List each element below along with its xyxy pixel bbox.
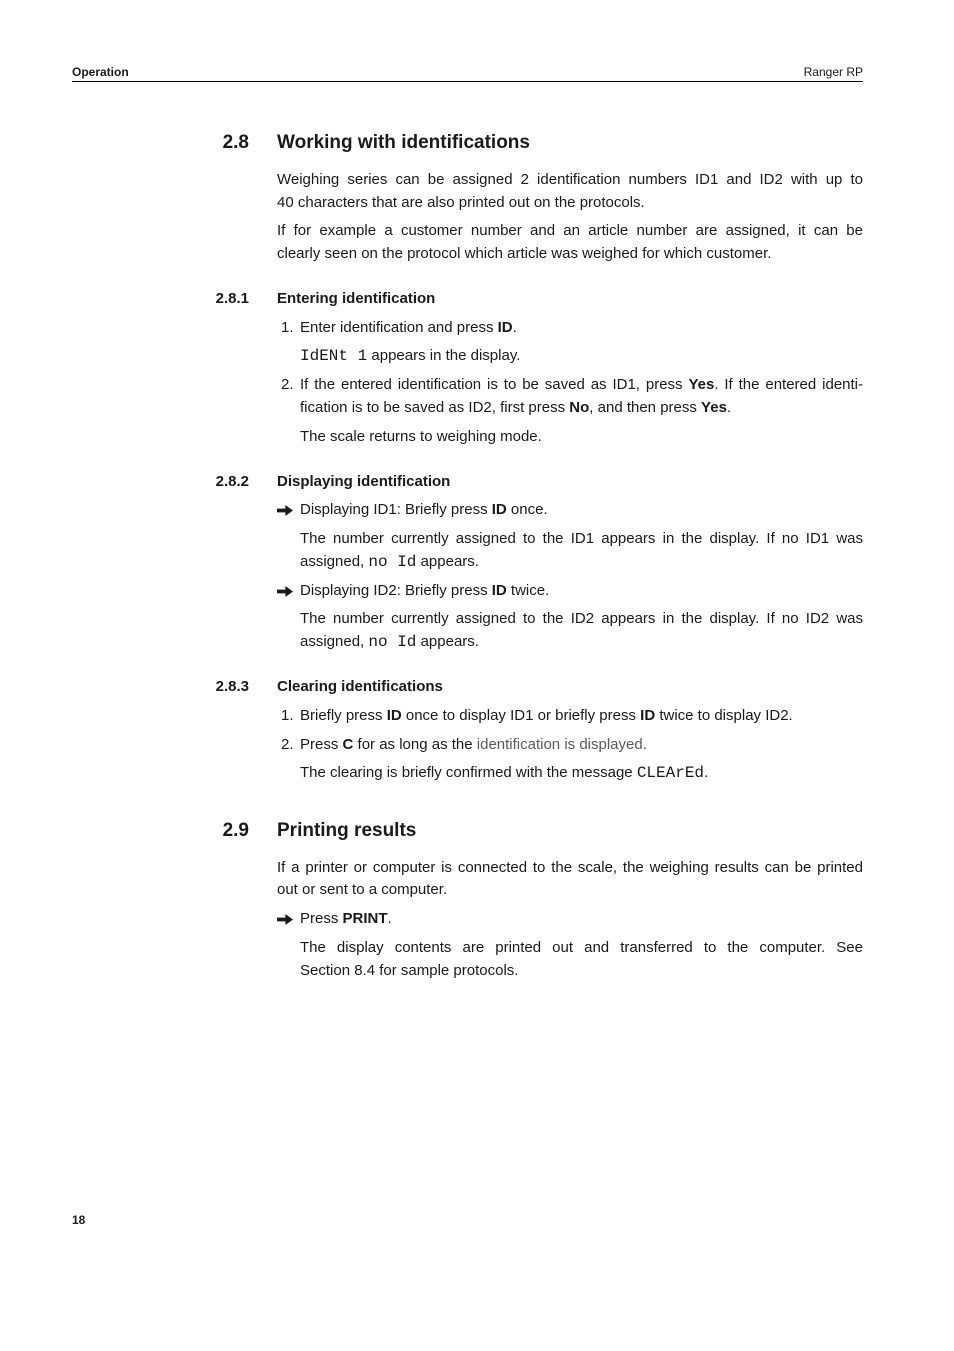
display-message: CLEArEd bbox=[636, 764, 705, 782]
arrow-right-icon bbox=[277, 914, 293, 925]
step-result: The scale returns to weighing mode. bbox=[300, 428, 542, 445]
text-run: identification is displayed. bbox=[476, 736, 647, 753]
text-run: Displaying ID1: Briefly press bbox=[300, 501, 492, 518]
text-run: appears. bbox=[416, 633, 479, 650]
text-run: Displaying ID2: Briefly press bbox=[300, 582, 492, 599]
text-run: for as long as the bbox=[353, 736, 477, 753]
key-label: ID bbox=[491, 582, 507, 599]
text-run: assigned, bbox=[300, 633, 369, 650]
section-number: 2.8 bbox=[222, 132, 249, 153]
text-run: . bbox=[512, 319, 517, 336]
arrow-right-icon bbox=[277, 586, 293, 597]
action-result: The number currently assigned to the ID2 appears in the display. If no ID2 was bbox=[300, 610, 863, 627]
text-run: appears. bbox=[416, 553, 479, 570]
key-label: Yes bbox=[701, 399, 727, 416]
running-header-chapter: Operation bbox=[72, 65, 129, 79]
paragraph-line: clearly seen on the protocol which article was weighed for which customer. bbox=[277, 245, 772, 262]
paragraph-line: Weighing series can be assigned 2 identification numbers ID1 and ID2 with up to bbox=[277, 171, 863, 188]
text-run: Press bbox=[300, 736, 343, 753]
text-run: , and then press bbox=[589, 399, 702, 416]
step-text bbox=[300, 733, 863, 756]
key-label: PRINT bbox=[342, 910, 388, 927]
step-number: 1. bbox=[281, 319, 294, 336]
text-run: fication is to be saved as ID2, first press bbox=[300, 399, 570, 416]
text-run: assigned, bbox=[300, 553, 369, 570]
text-run: once. bbox=[506, 501, 548, 518]
action-result: The display contents are printed out and transferred to the computer. See bbox=[300, 939, 863, 956]
key-label: No bbox=[569, 399, 590, 416]
step-text bbox=[300, 373, 863, 396]
text-run: once to display ID1 or briefly press bbox=[401, 707, 641, 724]
text-run: Briefly press bbox=[300, 707, 387, 724]
text-run: The clearing is briefly confirmed with the message bbox=[300, 764, 637, 781]
subsection-number: 2.8.1 bbox=[215, 290, 249, 307]
action-result bbox=[300, 630, 863, 653]
action-text bbox=[300, 498, 863, 521]
step-result bbox=[300, 344, 863, 367]
paragraph-line: If for example a customer number and an article number are assigned, it can be bbox=[277, 222, 863, 239]
key-label: C bbox=[342, 736, 354, 753]
subsection-number: 2.8.2 bbox=[215, 473, 249, 490]
subsection-title: Entering identification bbox=[277, 290, 436, 307]
page-number: 18 bbox=[72, 1213, 86, 1227]
step-text bbox=[300, 316, 863, 339]
step-number: 1. bbox=[281, 707, 294, 724]
text-run: . bbox=[704, 764, 709, 781]
step-number: 2. bbox=[281, 736, 294, 753]
text-run: . bbox=[726, 399, 732, 416]
text-run: . If the entered identi- bbox=[714, 376, 863, 393]
action-result: Section 8.4 for sample protocols. bbox=[300, 962, 519, 979]
action-result: The number currently assigned to the ID1 appears in the display. If no ID1 was bbox=[300, 530, 863, 547]
paragraph-line: If a printer or computer is connected to the scale, the weighing results can be printed bbox=[277, 859, 863, 876]
text-run: twice to display ID2. bbox=[655, 707, 793, 724]
text-run: Enter identification and press bbox=[300, 319, 498, 336]
step-text bbox=[300, 704, 863, 727]
text-run: twice. bbox=[506, 582, 550, 599]
subsection-title: Clearing identifications bbox=[277, 678, 443, 695]
step-result bbox=[300, 761, 863, 784]
section-title: Working with identifications bbox=[277, 132, 530, 153]
paragraph-line: out or sent to a computer. bbox=[277, 881, 448, 898]
key-label: ID bbox=[640, 707, 656, 724]
step-text bbox=[300, 396, 863, 419]
text-run: If the entered identification is to be saved as ID1, press bbox=[300, 376, 689, 393]
display-message: no Id bbox=[368, 633, 417, 651]
display-message: IdENt 1 bbox=[300, 347, 368, 365]
key-label: ID bbox=[491, 501, 507, 518]
paragraph-line: 40 characters that are also printed out on the protocols. bbox=[277, 194, 645, 211]
text-run: appears in the display. bbox=[367, 347, 521, 364]
subsection-number: 2.8.3 bbox=[215, 678, 249, 695]
step-number: 2. bbox=[281, 376, 294, 393]
key-label: ID bbox=[497, 319, 513, 336]
action-text bbox=[300, 579, 863, 602]
section-number: 2.9 bbox=[222, 820, 249, 841]
action-text bbox=[300, 907, 863, 930]
key-label: ID bbox=[386, 707, 402, 724]
text-run: . bbox=[387, 910, 392, 927]
display-message: no Id bbox=[368, 553, 417, 571]
arrow-right-icon bbox=[277, 505, 293, 516]
action-result bbox=[300, 550, 863, 573]
text-run: Press bbox=[300, 910, 343, 927]
running-header-product: Ranger RP bbox=[803, 65, 863, 79]
subsection-title: Displaying identification bbox=[277, 473, 451, 490]
header-rule bbox=[72, 81, 863, 82]
key-label: Yes bbox=[688, 376, 715, 393]
section-title: Printing results bbox=[277, 820, 417, 841]
